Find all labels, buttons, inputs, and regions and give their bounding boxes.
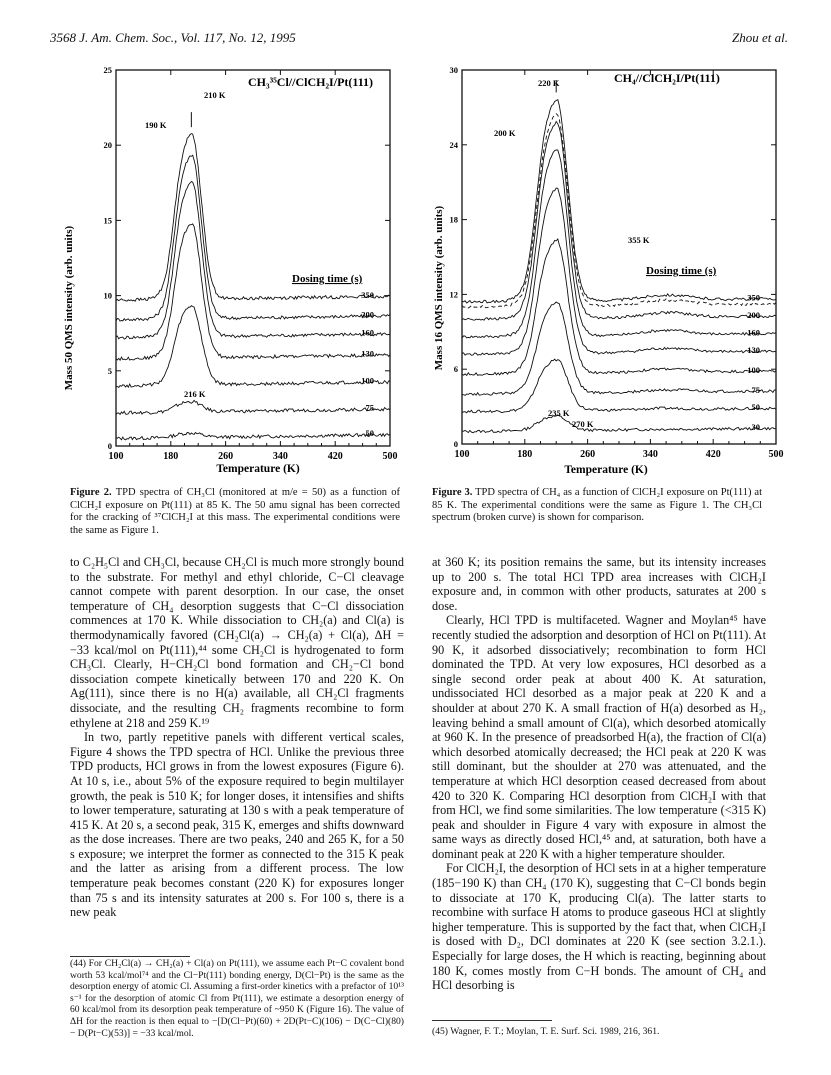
chart-1-frame bbox=[462, 70, 776, 444]
chart-0-series-label-130: 130 bbox=[361, 348, 374, 359]
chart-0-series-label-100: 100 bbox=[361, 375, 374, 386]
chart-1-series-100 bbox=[462, 239, 776, 375]
footnote-44: (44) For CH₂Cl(a) → CH₂(a) + Cl(a) on Pt(111), we assume each Pt−C covalent bond worth 53 kcal/mol⁷⁴ and the Cl−Pt(111) bonding energy, D(Cl−Pt) is the same as the desorption energy of atomic Cl. Assuming a first-order kinetics with a prefactor of 10¹³ s⁻¹ for the desorption of atomic Cl from Pt(111), we estimate a desorption energy of 60 kcal/mol from its desorption peak temperature of ~950 K (Figure 16). The value of ΔH for the reaction is then equal to −[D(Cl−Pt)(60) + 2D(Pt−C)(106) − D(C−Cl)(80) − D(Pt−C)(53)] = −33 kcal/mol. bbox=[70, 958, 404, 1039]
figure-3-title: CH₄//ClCH₂I/Pt(111) bbox=[614, 71, 720, 85]
chart-1-xtick-label: 420 bbox=[705, 449, 721, 460]
chart-0-series-label-200: 200 bbox=[361, 309, 374, 320]
figure-2-peak-label-190: 190 K bbox=[145, 120, 167, 130]
chart-1-ytick-label: 12 bbox=[449, 289, 458, 300]
chart-1-ytick-label: 30 bbox=[449, 65, 458, 75]
chart-1-series-label-160: 160 bbox=[747, 327, 760, 338]
chart-0-ytick-label: 5 bbox=[107, 365, 112, 376]
footnote-rule-right bbox=[432, 1020, 552, 1021]
journal-citation: 3568 J. Am. Chem. Soc., Vol. 117, No. 12, 1995 bbox=[50, 30, 296, 45]
chart-1-series-130 bbox=[462, 188, 776, 355]
figure-3-peak-label-235: 235 K bbox=[548, 408, 570, 418]
figure-2-peak-label-210: 210 K bbox=[204, 90, 226, 100]
figure-3-peak-label-270: 270 K bbox=[572, 419, 594, 429]
figure-3-xlabel: Temperature (K) bbox=[564, 464, 648, 476]
chart-0-series-130 bbox=[116, 224, 390, 360]
chart-0-xtick-label: 100 bbox=[108, 451, 124, 462]
authors: Zhou et al. bbox=[732, 30, 788, 45]
chart-0-series-160 bbox=[116, 182, 390, 340]
figure-3 bbox=[414, 58, 786, 482]
figure-3-peak-label-220: 220 K bbox=[538, 78, 560, 88]
chart-1-series-reference bbox=[462, 114, 776, 308]
chart-0-series-label-160: 160 bbox=[361, 327, 374, 338]
chart-0-xtick-label: 260 bbox=[218, 451, 234, 462]
footnote-45: (45) Wagner, F. T.; Moylan, T. E. Surf. Sci. 1989, 216, 361. bbox=[432, 1026, 660, 1037]
chart-0-ytick-label: 15 bbox=[103, 215, 112, 226]
chart-1-series-label-350: 350 bbox=[747, 292, 760, 303]
chart-0-series-75 bbox=[116, 400, 390, 414]
chart-1-ytick-label: 0 bbox=[453, 439, 458, 449]
chart-1-xtick-label: 340 bbox=[642, 449, 658, 460]
figure-2-legend-title: Dosing time (s) bbox=[292, 273, 363, 285]
right-column bbox=[432, 555, 766, 993]
chart-1-xtick-label: 180 bbox=[517, 449, 533, 460]
left-paragraph-2: In two, partly repetitive panels with different vertical scales, Figure 4 shows the TPD spectra of HCl. Unlike the previous three TPD products, HCl grows in from the lowest exposures (Figure 6). At 10 s, i.e., about 5% of the exposure required to begin multilayer growth, the peak is 510 K; for longer doses, it intensifies and shifts to lower temperature, saturating at 130 s with a peak temperature of 415 K. At 20 s, a second peak, 315 K, emerges and shifts downward as the dose increases. There are two peaks, 240 and 265 K, for a 50 s exposure; we interpret the former as connected to the 315 K peak and the latter as arising from a different process. The low temperature peak becomes constant (220 K) for exposures longer than 75 s and its intensity saturates at 200 s. For 100 s, there is a new peak bbox=[70, 730, 404, 920]
figure-3-caption-text: TPD spectra of CH₄ as a function of ClCH₂I exposure on Pt(111) at 85 K. The experimental conditions were the same as Figure 1. The CH₃Cl spectrum (broken curve) is shown for comparison. bbox=[432, 487, 762, 524]
chart-0-series-50 bbox=[116, 432, 390, 439]
chart-0-ytick-label: 0 bbox=[107, 441, 112, 451]
figure-2-xlabel: Temperature (K) bbox=[216, 463, 300, 475]
footnote-rule-left bbox=[70, 956, 190, 957]
chart-0-xtick-label: 180 bbox=[163, 451, 179, 462]
chart-1-series-200 bbox=[462, 122, 776, 321]
figure-2-caption bbox=[70, 487, 400, 537]
chart-0-xtick-label: 420 bbox=[327, 451, 343, 462]
chart-1-xtick-label: 260 bbox=[580, 449, 596, 460]
chart-1-series-75 bbox=[462, 302, 776, 395]
running-header bbox=[50, 30, 788, 50]
chart-1-series-label-50: 50 bbox=[751, 402, 760, 413]
chart-0-series-label-75: 75 bbox=[365, 402, 374, 413]
left-paragraph-1: to C₂H₅Cl and CH₃Cl, because CH₂Cl is much more strongly bound to the substrate. For methyl and ethyl chloride, C−Cl cleavage cannot compete with parent desorption. In our case, the onset temperature of CH₄ desorption suggests that C−Cl dissociation commences at 170 K. While dissociation to CH₂(a) and Cl(a) is thermodynamically favored (CH₂Cl(a) → CH₂(a) + Cl(a), ΔH = −33 kcal/mol on Pt(111),⁴⁴ some CH₂Cl is hydrogenated to form CH₃Cl. Clearly, H−CH₂Cl bond formation and CH₂−Cl bond dissociation compete kinetically between 170 and 220 K. On Ag(111), since there is no H(a) available, all CH₂Cl fragments dissociate, and the resulting CH₂ fragments recombine to form ethylene at 218 and 259 K.¹⁹ bbox=[70, 555, 404, 730]
chart-0-series-label-50: 50 bbox=[365, 428, 374, 439]
chart-1-series-30 bbox=[462, 415, 776, 433]
chart-1-ytick-label: 6 bbox=[453, 364, 458, 375]
figure-2-ylabel: Mass 50 QMS intensity (arb. units) bbox=[63, 225, 75, 391]
figure-3-caption-label: Figure 3. bbox=[432, 487, 473, 498]
figure-3-legend-title: Dosing time (s) bbox=[646, 265, 717, 277]
right-paragraph-3: For ClCH₂I, the desorption of HCl sets in at a higher temperature (185−190 K) than CH₄ (170 K), suggesting that C−Cl bonds begin to dissociate at 170 K, producing Cl(a). The latter starts to recombine with surface H atoms to produce gaseous HCl at slightly higher temperature. This is supported by the fact that, when ClCH₂I is dosed with D₂, DCl dominates at 220 K (see section 3.2.1.). Especially for large doses, the H which is reacting, beginning about 180 K, comes mostly from C−H bonds. The amount of CH₄ and HCl desorbing is bbox=[432, 861, 766, 993]
figure-3-caption bbox=[432, 487, 762, 525]
chart-0-ytick-label: 20 bbox=[103, 140, 112, 151]
chart-1-ytick-label: 18 bbox=[449, 214, 458, 225]
chart-0-series-200 bbox=[116, 155, 390, 321]
figure-3-peak-label-355: 355 K bbox=[628, 235, 650, 245]
figure-2-peak-label-216: 216 K bbox=[184, 389, 206, 399]
chart-0-xtick-label: 340 bbox=[272, 451, 288, 462]
chart-1-series-label-75: 75 bbox=[751, 384, 760, 395]
right-paragraph-2: Clearly, HCl TPD is multifaceted. Wagner and Moylan⁴⁵ have recently studied the adsorption and desorption of HCl on Pt(111). At 90 K, it adsorbed dissociatively; recombination to form HCl dominated the TPD. At very low exposures, HCl desorbed as a single second order peak at about 400 K. At saturation, undissociated HCl desorbed as a major peak at 220 K and a shoulder at about 270 K. A small fraction of H(a) desorbed as H₂, leaving behind a small amount of Cl(a), which desorbed atomically at 960 K. In the presence of preadsorbed H(a), the fraction of Cl(a) which desorbed atomically decreased; the HCl peak at 220 K was still dominant, but the shoulder at 270 was attenuated, and the temperature at which HCl desorption ceased decreased from about 420 to 320 K. Comparing HCl desorption from ClCH₂I with that from HCl, we find some similarities. The low temperature (<315 K) peak and shoulder in Figure 4 vary with exposure in almost the same ways as directly dosed HCl,⁴⁵ and, at saturation, both have a dominant peak at 220 K with a higher temperature shoulder. bbox=[432, 613, 766, 861]
figure-2-caption-label: Figure 2. bbox=[70, 487, 112, 498]
chart-1-xtick-label: 500 bbox=[768, 449, 784, 460]
chart-0-ytick-label: 25 bbox=[103, 65, 112, 75]
chart-0-series-label-350: 350 bbox=[361, 289, 374, 300]
chart-1-series-160 bbox=[462, 150, 776, 338]
chart-1-xtick-label: 100 bbox=[454, 449, 470, 460]
right-paragraph-1: at 360 K; its position remains the same, but its intensity increases up to 200 s. The total HCl TPD area increases with ClCH₂I exposure and, in common with other products, saturates at 200 s dose. bbox=[432, 555, 766, 613]
chart-1-series-label-200: 200 bbox=[747, 309, 760, 320]
chart-1-series-label-100: 100 bbox=[747, 364, 760, 375]
left-column bbox=[70, 555, 404, 920]
chart-0-xtick-label: 500 bbox=[382, 451, 398, 462]
figure-2-caption-text: TPD spectra of CH₃Cl (monitored at m/e = 50) as a function of ClCH₂I exposure on Pt(111) at 85 K. The 50 amu signal has been corrected for the cracking of ³⁷ClCH₂I at this mass. The experimental conditions were the same as Figure 1. bbox=[70, 487, 401, 536]
figure-2-title: CH₃³⁵Cl//ClCH₂I/Pt(111) bbox=[248, 75, 374, 89]
chart-1-series-label-30: 30 bbox=[751, 422, 760, 433]
chart-1-ytick-label: 24 bbox=[449, 139, 458, 150]
figure-3-ylabel: Mass 16 QMS intensity (arb. units) bbox=[433, 205, 445, 371]
chart-1-series-label-130: 130 bbox=[747, 344, 760, 355]
figure-2-chart bbox=[58, 58, 400, 482]
figure-2 bbox=[58, 58, 400, 482]
chart-1-series-50 bbox=[462, 359, 776, 413]
figure-3-chart bbox=[414, 58, 786, 482]
figure-3-peak-label-200: 200 K bbox=[494, 128, 516, 138]
chart-0-ytick-label: 10 bbox=[103, 290, 112, 301]
